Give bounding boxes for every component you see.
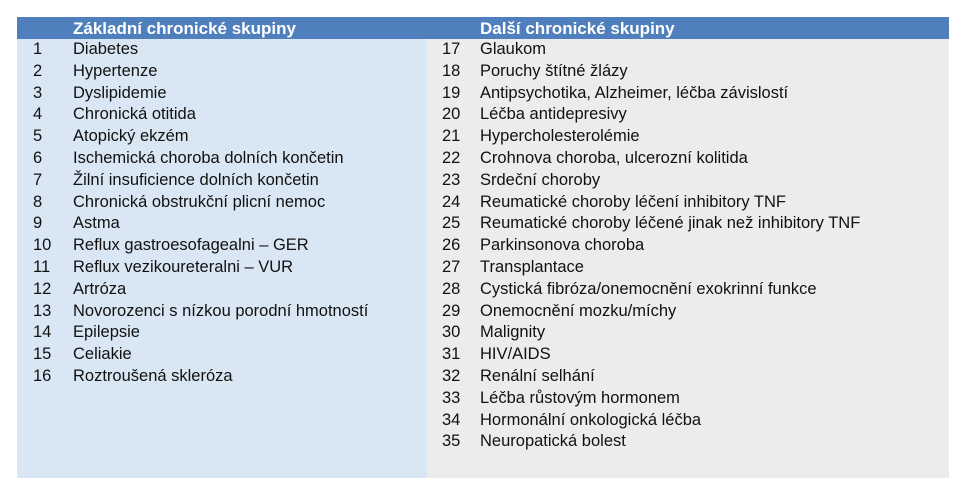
item-label: Reumatické choroby léčené jinak než inhibitory TNF <box>480 214 861 233</box>
item-label: Chronická obstrukční plicní nemoc <box>73 192 326 211</box>
list-item <box>17 301 427 323</box>
item-number: 1 <box>33 40 43 58</box>
other-chronic-groups-list <box>427 39 949 453</box>
list-item <box>427 235 949 257</box>
item-label: HIV/AIDS <box>480 345 551 364</box>
item-label: Neuropatická bolest <box>480 432 626 451</box>
list-item <box>17 279 427 301</box>
list-item <box>427 366 949 388</box>
list-item <box>427 344 949 366</box>
item-label: Glaukom <box>480 40 547 58</box>
item-label: Astma <box>73 214 120 233</box>
list-item <box>17 39 427 61</box>
item-label: Atopický ekzém <box>73 127 189 146</box>
list-item <box>17 257 427 279</box>
list-item <box>427 257 949 279</box>
list-item <box>427 431 949 453</box>
item-label: Reflux vezikoureteralni – VUR <box>73 257 294 276</box>
list-item <box>427 104 949 126</box>
item-number: 15 <box>33 345 52 364</box>
item-number: 18 <box>442 61 461 80</box>
item-label: Artróza <box>73 279 127 298</box>
item-number: 34 <box>442 410 461 429</box>
item-label: Ischemická choroba dolních končetin <box>73 148 344 167</box>
item-number: 22 <box>442 148 461 167</box>
item-number: 3 <box>33 83 43 102</box>
list-item <box>427 148 949 170</box>
list-item <box>427 83 949 105</box>
item-number: 35 <box>442 432 461 451</box>
list-item <box>17 366 427 388</box>
list-item <box>17 104 427 126</box>
list-item <box>427 170 949 192</box>
list-item <box>17 322 427 344</box>
list-item <box>427 126 949 148</box>
item-label: Parkinsonova choroba <box>480 236 645 255</box>
right-column-title: Další chronické skupiny <box>480 19 675 38</box>
item-label: Roztroušená skleróza <box>73 366 233 385</box>
item-label: Epilepsie <box>73 323 140 342</box>
item-number: 11 <box>33 257 51 276</box>
list-item <box>427 213 949 235</box>
list-item <box>427 388 949 410</box>
list-item <box>17 83 427 105</box>
item-number: 25 <box>442 214 461 233</box>
item-number: 12 <box>33 279 52 298</box>
item-number: 19 <box>442 83 461 102</box>
item-number: 28 <box>442 279 461 298</box>
item-label: Crohnova choroba, ulcerozní kolitida <box>480 148 748 167</box>
item-label: Hypercholesterolémie <box>480 127 640 146</box>
item-number: 26 <box>442 236 461 255</box>
item-label: Reflux gastroesofagealni – GER <box>73 236 309 255</box>
basic-chronic-groups-list <box>17 39 427 388</box>
item-number: 13 <box>33 301 52 320</box>
item-number: 10 <box>33 236 52 255</box>
list-item <box>427 192 949 214</box>
item-number: 5 <box>33 127 43 146</box>
list-item <box>17 213 427 235</box>
item-number: 23 <box>442 170 461 189</box>
item-label: Hormonální onkologická léčba <box>480 410 702 429</box>
list-item <box>427 61 949 83</box>
item-number: 16 <box>33 366 52 385</box>
item-label: Léčba antidepresivy <box>480 105 627 124</box>
item-label: Hypertenze <box>73 61 158 80</box>
item-number: 32 <box>442 366 461 385</box>
item-label: Srdeční choroby <box>480 170 601 189</box>
list-item <box>427 279 949 301</box>
item-number: 9 <box>33 214 43 233</box>
item-number: 27 <box>442 257 461 276</box>
item-label: Antipsychotika, Alzheimer, léčba závislostí <box>480 83 789 102</box>
item-label: Žilní insuficience dolních končetin <box>73 170 319 189</box>
item-label: Poruchy štítné žlázy <box>480 61 628 80</box>
item-number: 30 <box>442 323 461 342</box>
item-number: 29 <box>442 301 461 320</box>
item-number: 31 <box>442 345 461 364</box>
list-item <box>427 39 949 61</box>
list-item <box>17 148 427 170</box>
list-item <box>427 410 949 432</box>
item-number: 8 <box>33 192 43 211</box>
left-column-title: Základní chronické skupiny <box>73 19 296 38</box>
item-label: Transplantace <box>480 257 584 276</box>
item-number: 14 <box>33 323 52 342</box>
item-number: 33 <box>442 388 461 407</box>
item-label: Léčba růstovým hormonem <box>480 388 680 407</box>
item-label: Renální selhání <box>480 366 595 385</box>
item-number: 7 <box>33 170 43 189</box>
item-label: Diabetes <box>73 40 139 58</box>
item-label: Chronická otitida <box>73 105 196 124</box>
item-label: Malignity <box>480 323 546 342</box>
item-number: 2 <box>33 61 43 80</box>
item-number: 20 <box>442 105 461 124</box>
item-label: Novorozenci s nízkou porodní hmotností <box>73 301 369 320</box>
list-item <box>17 61 427 83</box>
item-label: Onemocnění mozku/míchy <box>480 301 677 320</box>
item-number: 4 <box>33 105 43 124</box>
item-label: Dyslipidemie <box>73 83 167 102</box>
item-number: 6 <box>33 148 43 167</box>
list-item <box>427 322 949 344</box>
list-item <box>427 301 949 323</box>
list-item <box>17 235 427 257</box>
list-item <box>17 126 427 148</box>
item-label: Reumatické choroby léčení inhibitory TNF <box>480 192 786 211</box>
item-number: 21 <box>442 127 461 146</box>
item-label: Cystická fibróza/onemocnění exokrinní funkce <box>480 279 817 298</box>
list-item <box>17 170 427 192</box>
item-number: 24 <box>442 192 461 211</box>
item-label: Celiakie <box>73 345 132 364</box>
list-item <box>17 344 427 366</box>
item-number: 17 <box>442 40 461 58</box>
list-item <box>17 192 427 214</box>
